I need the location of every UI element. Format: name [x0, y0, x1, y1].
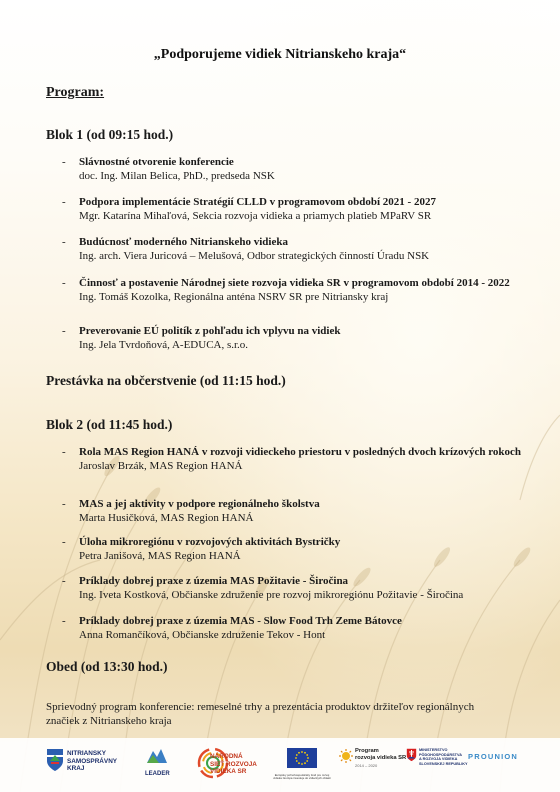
item-speaker: Anna Romančíková, Občianske združenie Tekov - Hont	[79, 629, 326, 641]
program-item	[62, 614, 522, 642]
document-title: „Podporujeme vidiek Nitrianskeho kraja“	[153, 47, 407, 62]
list-dash: -	[62, 498, 66, 510]
list-dash: -	[62, 446, 66, 458]
lunch-heading: Obed (od 13:30 hod.)	[46, 659, 168, 674]
leader-logo: LEADER	[145, 747, 170, 777]
nsk-logo-text: NITRIANSKY SAMOSPRÁVNY KRAJ	[67, 750, 118, 772]
list-dash: -	[62, 325, 66, 337]
item-speaker: doc. Ing. Milan Belica, PhD., predseda NSK	[79, 170, 275, 182]
slovak-coat-of-arms-icon	[406, 748, 417, 762]
list-dash: -	[62, 575, 66, 587]
item-title: Príklady dobrej praxe z územia MAS - Slow Food Trh Zeme Bátovce	[79, 615, 402, 627]
program-item	[62, 574, 522, 602]
program-item	[62, 195, 522, 223]
program-item	[62, 324, 522, 352]
item-title: Príklady dobrej praxe z územia MAS Požitavie - Širočina	[79, 575, 349, 587]
item-speaker: Jaroslav Brzák, MAS Region HANÁ	[79, 460, 243, 472]
eu-flag-icon	[287, 748, 317, 768]
partner-logos-footer	[0, 738, 560, 792]
nsk-crest-icon	[46, 748, 64, 772]
break-heading: Prestávka na občerstvenie (od 11:15 hod.)	[46, 373, 286, 388]
item-title: Slávnostné otvorenie konferencie	[79, 156, 234, 168]
ministry-logo-text: MINISTERSTVO PÔDOHOSPODÁRSTVA A ROZVOJA VIDIEKA SLOVENSKEJ REPUBLIKY	[419, 748, 468, 766]
list-dash: -	[62, 277, 66, 289]
item-title: Podpora implementácie Stratégií CLLD v programovom období 2021 - 2027	[79, 196, 436, 208]
leader-icon	[145, 747, 169, 765]
list-dash: -	[62, 196, 66, 208]
item-speaker: Marta Husičková, MAS Region HANÁ	[79, 512, 254, 524]
program-item	[62, 535, 522, 563]
item-title: MAS a jej aktivity v podpore regionálneho školstva	[79, 498, 320, 510]
program-item	[62, 276, 522, 304]
program-item	[62, 155, 522, 183]
blok2-heading: Blok 2 (od 11:45 hod.)	[46, 417, 173, 432]
blok1-heading: Blok 1 (od 09:15 hod.)	[46, 127, 174, 142]
accompanying-program-note: Sprievodný program konferencie: remeselné trhy a prezentácia produktov držiteľov regionálnych značiek z Nitrianskeho kraja	[46, 701, 475, 727]
item-title: Rola MAS Region HANÁ v rozvoji vidieckeho priestoru v posledných dvoch krízových rokoch	[79, 446, 522, 458]
nsrv-logo-text: NÁRODNÁ SIEŤ ROZVOJA VIDIEKA SR	[210, 753, 257, 775]
item-speaker: Ing. Tomáš Kozolka, Regionálna anténa NSRV SR pre Nitriansky kraj	[79, 291, 389, 303]
list-dash: -	[62, 236, 66, 248]
prounion-logo: PROUNION	[468, 752, 519, 761]
prv-logo	[339, 749, 353, 768]
nsk-logo	[46, 748, 64, 777]
item-speaker: Petra Janišová, MAS Region HANÁ	[79, 550, 241, 562]
ministry-logo	[406, 748, 417, 767]
item-title: Úloha mikroregiónu v rozvojových aktivitách Bystričky	[79, 536, 341, 548]
list-dash: -	[62, 156, 66, 168]
item-title: Činnosť a postavenie Národnej siete rozvoja vidieka SR v programovom období 2014 - 2022	[79, 277, 510, 289]
item-title: Budúcnosť moderného Nitrianskeho vidieka	[79, 236, 288, 248]
item-speaker: Ing. Iveta Kostková, Občianske združenie pre rozvoj mikroregiónu Požitavie - Širočina	[79, 589, 464, 601]
program-heading: Program:	[46, 85, 105, 100]
program-item	[62, 235, 522, 263]
item-speaker: Ing. arch. Viera Juricová – Melušová, Odbor strategických činností Úradu NSK	[79, 250, 430, 262]
program-item	[62, 497, 522, 525]
item-title: Preverovanie EÚ politík z pohľadu ich vplyvu na vidiek	[79, 325, 341, 337]
list-dash: -	[62, 536, 66, 548]
prv-logo-text: Program rozvoja vidieka SR 2014 – 2020	[355, 748, 407, 768]
prv-sun-icon	[339, 749, 353, 763]
eu-logo: Európsky poľnohospodársky fond pre rozvoj vidieka: Európa investuje do vidieckych oblastí	[287, 748, 333, 781]
item-speaker: Mgr. Katarína Mihaľová, Sekcia rozvoja vidieka a priamych platieb MPaRV SR	[79, 210, 432, 222]
list-dash: -	[62, 615, 66, 627]
item-speaker: Ing. Jela Tvrdoňová, A-EDUCA, s.r.o.	[79, 339, 249, 351]
program-item	[62, 445, 522, 473]
